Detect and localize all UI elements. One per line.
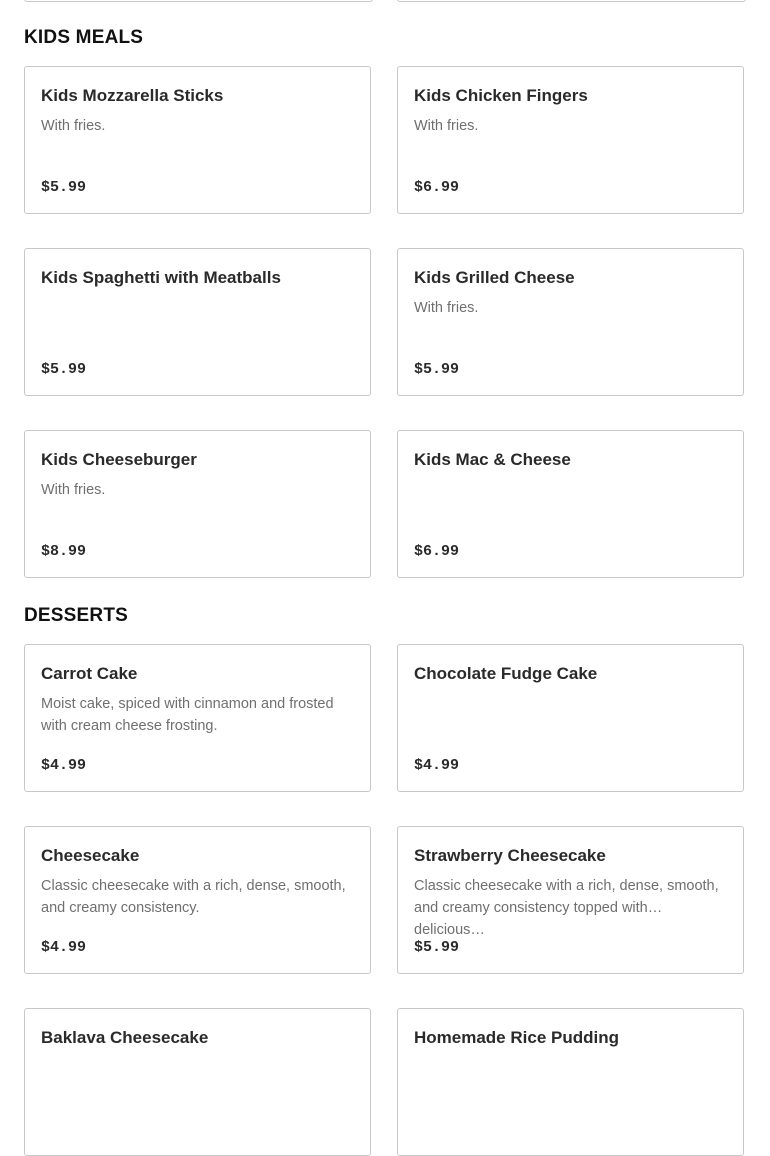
item-description: Classic cheesecake with a rich, dense, smooth, and creamy consistency. bbox=[41, 878, 346, 916]
item-name: Homemade Rice Pudding bbox=[414, 1028, 619, 1047]
item-name: Cheesecake bbox=[41, 846, 140, 865]
section-title-kids-meals: KIDS MEALS bbox=[24, 27, 144, 48]
menu-item-card[interactable] bbox=[24, 644, 371, 792]
menu-item-card[interactable] bbox=[397, 1008, 744, 1156]
item-price: $5.99 bbox=[414, 361, 460, 378]
item-price: $5.99 bbox=[41, 179, 87, 196]
menu-item-card[interactable] bbox=[397, 248, 744, 396]
menu-item-card[interactable] bbox=[397, 66, 744, 214]
menu-item-card[interactable] bbox=[24, 826, 371, 974]
item-description: With fries. bbox=[41, 118, 106, 134]
item-price: $6.99 bbox=[414, 179, 460, 196]
item-price: $8.99 bbox=[41, 543, 87, 560]
item-name: Carrot Cake bbox=[41, 664, 138, 683]
item-name: Baklava Cheesecake bbox=[41, 1028, 209, 1047]
item-name: Chocolate Fudge Cake bbox=[414, 664, 598, 683]
item-price: $4.99 bbox=[41, 939, 87, 956]
menu-item-card[interactable] bbox=[397, 430, 744, 578]
item-name: Kids Spaghetti with Meatballs bbox=[41, 268, 281, 287]
section-title-desserts: DESSERTS bbox=[24, 605, 129, 626]
item-name: Kids Grilled Cheese bbox=[414, 268, 575, 287]
item-price: $4.99 bbox=[414, 757, 460, 774]
item-price: $6.99 bbox=[414, 543, 460, 560]
item-name: Kids Mac & Cheese bbox=[414, 450, 571, 469]
menu-item-card[interactable] bbox=[24, 1008, 371, 1156]
menu-item-card[interactable] bbox=[24, 248, 371, 396]
menu-item-card[interactable] bbox=[24, 430, 371, 578]
item-price: $5.99 bbox=[41, 361, 87, 378]
item-description: Classic cheesecake with a rich, dense, smooth, and creamy consistency topped with delicious… bbox=[414, 878, 719, 938]
item-name: Strawberry Cheesecake bbox=[414, 846, 606, 865]
menu-item-card[interactable] bbox=[397, 644, 744, 792]
item-description: With fries. bbox=[414, 300, 479, 316]
item-price: $4.99 bbox=[41, 757, 87, 774]
item-description: With fries. bbox=[414, 118, 479, 134]
item-price: $5.99 bbox=[414, 939, 460, 956]
item-name: Kids Chicken Fingers bbox=[414, 86, 588, 105]
menu-item-card[interactable] bbox=[24, 0, 373, 2]
item-name: Kids Cheeseburger bbox=[41, 450, 197, 469]
menu-item-card[interactable] bbox=[24, 66, 371, 214]
item-description: With fries. bbox=[41, 482, 106, 498]
item-name: Kids Mozzarella Sticks bbox=[41, 86, 224, 105]
item-description: Moist cake, spiced with cinnamon and frosted with cream cheese frosting. bbox=[41, 696, 334, 734]
menu-item-card[interactable] bbox=[397, 0, 746, 2]
menu-item-card[interactable] bbox=[397, 826, 744, 974]
